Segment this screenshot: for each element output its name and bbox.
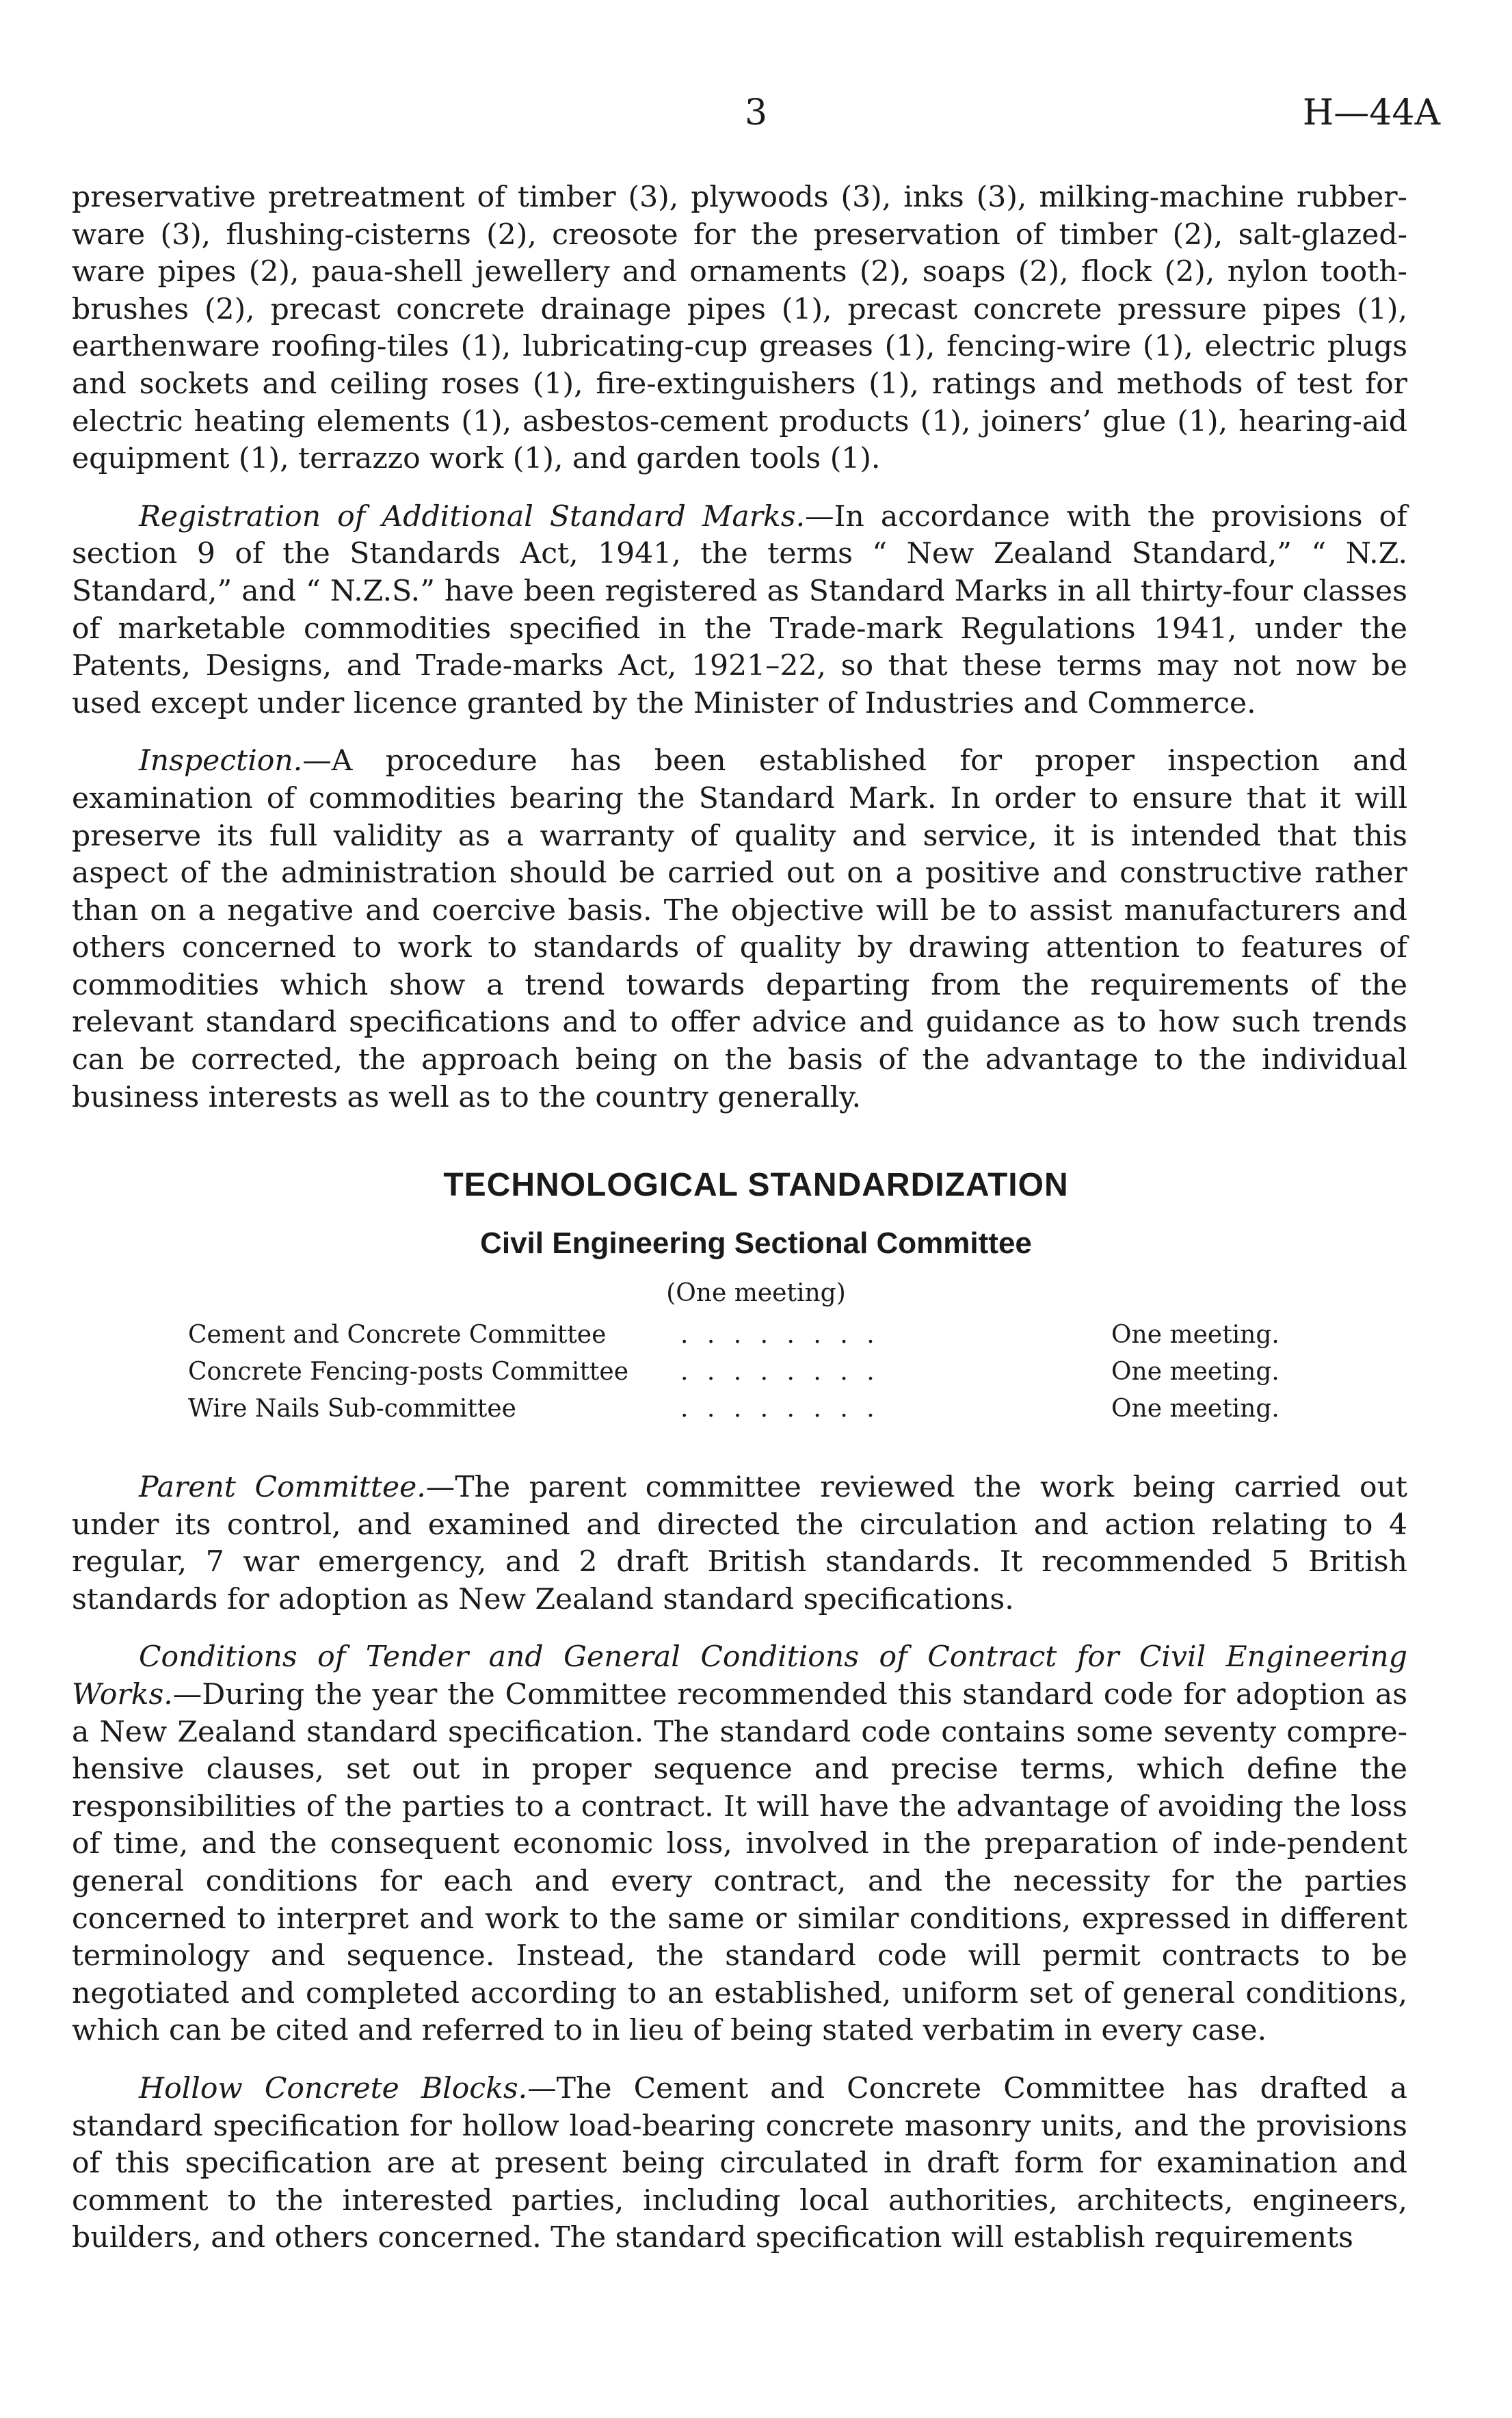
runin-heading-conditions-of-tender: Conditions of Tender and General Conditions of Contract for Civil Engineering Works.	[72, 1640, 1407, 1711]
committee-meetings: One meeting.	[1111, 1358, 1279, 1386]
paragraph-parent-committee-text: —The parent committee reviewed the work being carried out under its control, and examined and directed the circulation and action relating to 4 regular, 7 war emergency, and 2 draft British standards. It recommended 5 British standards for adoption as New Zealand standard specifications.	[72, 1471, 1407, 1616]
subsection-heading: Civil Engineering Sectional Committee	[480, 1226, 1032, 1260]
runin-heading-parent-committee: Parent Committee.	[139, 1471, 426, 1504]
paragraph-conditions-of-tender-text: —During the year the Committee recommended this standard code for adoption as a New Zealand standard specification. The standard code contains some seventy compre-hensive clauses, set out in proper sequence and precise terms, which define the responsibilities of the parties to a contract. It will have the advantage of avoiding the loss of time, and the consequent economic loss, involved in the preparation of inde-pendent general conditions for each and every contract, and the necessity for the parties concerned to interpret and work to the same or similar conditions, expressed in different terminology and sequence. Instead, the standard code will permit contracts to be negotiated and completed according to an established, uniform set of general conditions, which can be cited and referred to in lieu of being stated verbatim in every case.	[72, 1677, 1407, 2048]
leader-dots: . . . . . . . .	[680, 1358, 880, 1386]
runin-heading-inspection: Inspection.	[139, 744, 303, 778]
paragraph-inspection-text: —A procedure has been established for proper inspection and examination of commodities bearing the Standard Mark. In order to ensure that it will preserve its full validity as a warranty of quality and service, it is intended that this aspect of the administration should be carried out on a positive and constructive rather than on a negative and coercive basis. The objective will be to assist manufacturers and others concerned to work to standards of quality by drawing attention to features of commodities which show a trend towards departing from the requirements of the relevant standard specifications and to offer advice and guidance as to how such trends can be corrected, the approach being on the basis of the advantage to the individual business interests as well as to the country generally.	[72, 744, 1407, 1114]
meeting-note: (One meeting)	[666, 1279, 846, 1307]
runin-heading-hollow-concrete-blocks: Hollow Concrete Blocks.	[139, 2071, 528, 2105]
section-standard-marks	[72, 179, 1407, 1137]
committee-list	[188, 1317, 1310, 1428]
paragraph-registration	[72, 499, 1407, 723]
committee-meetings: One meeting.	[1111, 1395, 1279, 1423]
paragraph-hollow-concrete-blocks-text: —The Cement and Concrete Committee has drafted a standard specification for hollow load-bearing concrete masonry units, and the provisions of this specification are at present being circulated in draft form for examination and comment to the interested parties, including local authorities, architects, engineers, builders, and others concerned. The standard specification will establish requirements	[72, 2071, 1407, 2255]
document-code: H—44A	[1302, 92, 1440, 133]
committee-row	[188, 1317, 1310, 1354]
committee-name: Cement and Concrete Committee	[188, 1321, 607, 1349]
committee-meetings: One meeting.	[1111, 1321, 1279, 1349]
paragraph-commodity-list: preservative pretreatment of timber (3), plywoods (3), inks (3), milking-machine rubber-ware (3), flushing-cisterns (2), creosote for the preservation of timber (2), salt-glazed-ware pipes (2), paua-shell jewellery and ornaments (2), soaps (2), flock (2), nylon tooth-brushes (2), precast concrete drainage pipes (1), precast concrete pressure pipes (1), earthenware roofing-tiles (1), lubricating-cup greases (1), fencing-wire (1), electric plugs and sockets and ceiling roses (1), fire-extinguishers (1), ratings and methods of test for electric heating elements (1), asbestos-cement products (1), joiners’ glue (1), hearing-aid equipment (1), terrazzo work (1), and garden tools (1).	[72, 181, 1407, 476]
page-number: 3	[744, 92, 768, 133]
section-heading: TECHNOLOGICAL STANDARDIZATION	[443, 1167, 1069, 1203]
committee-row	[188, 1391, 1310, 1428]
section-civil-engineering	[72, 1469, 1407, 2278]
page-header	[72, 89, 1440, 137]
paragraph-conditions-of-tender	[72, 1639, 1407, 2050]
paragraph-hollow-concrete-blocks	[72, 2071, 1407, 2257]
committee-name: Concrete Fencing-posts Committee	[188, 1358, 628, 1386]
leader-dots: . . . . . . . .	[680, 1395, 880, 1423]
runin-heading-registration: Registration of Additional Standard Marks.	[139, 499, 806, 534]
paragraph-parent-committee	[72, 1469, 1407, 1618]
committee-name: Wire Nails Sub-committee	[188, 1395, 516, 1423]
committee-row	[188, 1354, 1310, 1391]
leader-dots: . . . . . . . .	[680, 1321, 880, 1349]
paragraph-registration-text: —In accordance with the provisions of section 9 of the Standards Act, 1941, the terms “ New Zealand Standard,” “ N.Z. Standard,” and “ N.Z.S.” have been registered as Standard Marks in all thirty-four classes of marketable commodities specified in the Trade-mark Regulations 1941, under the Patents, Designs, and Trade-marks Act, 1921–22, so that these terms may not now be used except under licence granted by the Minister of Industries and Commerce.	[72, 499, 1407, 720]
paragraph-inspection	[72, 743, 1407, 1116]
